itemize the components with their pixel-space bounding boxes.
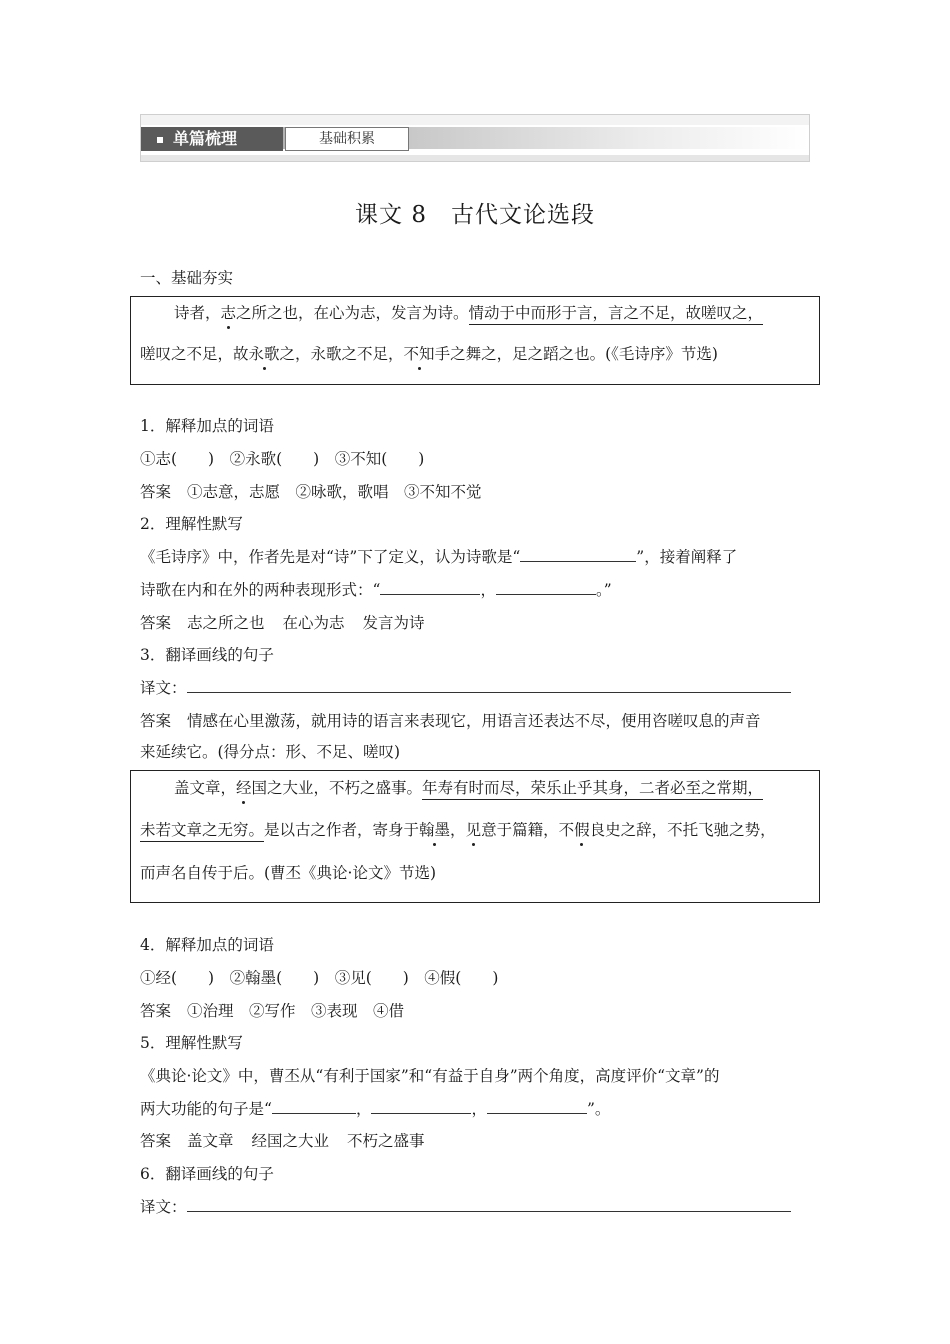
passage2-line1: 盖文章，经国之大业，不朽之盛事。年寿有时而尽，荣乐止乎其身，二者必至之常期， <box>174 776 763 798</box>
fill-blank[interactable] <box>380 580 480 595</box>
square-bullet-icon <box>157 137 163 143</box>
question-2-title: 2．理解性默写 <box>140 515 243 533</box>
passage2-line3: 而声名自传于后。(曹丕《典论·论文》节选) <box>140 864 437 882</box>
banner-footer-strip <box>141 155 809 161</box>
fill-blank[interactable] <box>371 1099 471 1114</box>
question-5-title: 5．理解性默写 <box>140 1034 243 1052</box>
question-3-answer-line1: 答案 情感在心里激荡，就用诗的语言来表现它，用语言还表达不尽，便用咨嗟叹息的声音 <box>140 712 761 730</box>
translation-answer-line[interactable] <box>187 1197 791 1212</box>
section-heading: 一、基础夯实 <box>140 269 234 287</box>
fill-blank[interactable] <box>496 580 596 595</box>
underlined-sentence: 情动于中而形于言，言之不足，故嗟叹之， <box>469 304 764 325</box>
question-2-line2: 诗歌在内和在外的两种表现形式：“ ， 。” <box>140 581 612 599</box>
question-2-line1: 《毛诗序》中，作者先是对“诗”下了定义，认为诗歌是“ ”，接着阐释了 <box>140 548 738 566</box>
question-4-answer: 答案 ①治理 ②写作 ③表现 ④借 <box>140 1002 405 1020</box>
dotted-word: 不知 <box>403 345 435 363</box>
dotted-word: 经 <box>236 779 252 797</box>
fill-blank[interactable] <box>272 1099 356 1114</box>
question-2-answer: 答案 志之所之也 在心为志 发言为诗 <box>140 614 425 632</box>
question-3-prompt: 译文： <box>140 676 791 698</box>
passage1-line1: 诗者，志之所之也，在心为志，发言为诗。情动于中而形于言，言之不足，故嗟叹之， <box>174 301 763 323</box>
passage2-line2: 未若文章之无穷。是以古之作者，寄身于翰墨，见意于篇籍，不假良史之辞，不托飞驰之势， <box>140 818 776 840</box>
dotted-word: 志 <box>220 304 237 322</box>
dotted-word: 见 <box>465 821 482 839</box>
answer-label: 答案 <box>140 1132 172 1150</box>
translation-answer-line[interactable] <box>187 678 791 693</box>
question-1-title: 1．解释加点的词语 <box>140 417 274 435</box>
underlined-sentence: 未若文章之无穷。 <box>140 821 264 842</box>
question-6-title: 6．翻译画线的句子 <box>140 1165 274 1183</box>
fill-blank[interactable] <box>487 1099 587 1114</box>
question-4-items: ①经( ) ②翰墨( ) ③见( ) ④假( ) <box>140 969 499 987</box>
answer-label: 答案 <box>140 712 172 730</box>
question-1-items: ①志( ) ②永歌( ) ③不知( ) <box>140 450 425 468</box>
dotted-word: 永歌 <box>248 345 280 363</box>
question-4-title: 4．解释加点的词语 <box>140 936 274 954</box>
dotted-word: 翰墨 <box>419 821 451 839</box>
section-banner <box>140 114 810 162</box>
question-6-prompt: 译文： <box>140 1195 791 1217</box>
dotted-word: 假 <box>574 821 590 839</box>
underlined-sentence: 年寿有时而尽，荣乐止乎其身，二者必至之常期， <box>422 779 763 800</box>
question-5-line2: 两大功能的句子是“ ， ， ”。 <box>140 1100 611 1118</box>
question-1-answer: 答案 ①志意，志愿 ②咏歌，歌唱 ③不知不觉 <box>140 483 482 501</box>
question-3-answer-line2: 来延续它。(得分点：形、不足、嗟叹) <box>140 743 401 761</box>
banner-tag-sub: 基础积累 <box>285 127 409 151</box>
question-5-answer: 答案 盖文章 经国之大业 不朽之盛事 <box>140 1132 425 1150</box>
lesson-title: 课文 8 古代文论选段 <box>355 202 595 228</box>
answer-label: 答案 <box>140 614 172 632</box>
banner-tag-main: 单篇梳理 <box>141 127 283 151</box>
passage1-line2: 嗟叹之不足，故永歌之，永歌之不足，不知手之舞之，足之蹈之也。(《毛诗序》节选) <box>140 345 718 363</box>
question-5-line1: 《典论·论文》中，曹丕从“有利于国家”和“有益于自身”两个角度，高度评价“文章”的 <box>140 1067 720 1085</box>
answer-label: 答案 <box>140 483 172 501</box>
fill-blank[interactable] <box>520 547 636 562</box>
answer-label: 答案 <box>140 1002 172 1020</box>
question-3-title: 3．翻译画线的句子 <box>140 646 274 664</box>
